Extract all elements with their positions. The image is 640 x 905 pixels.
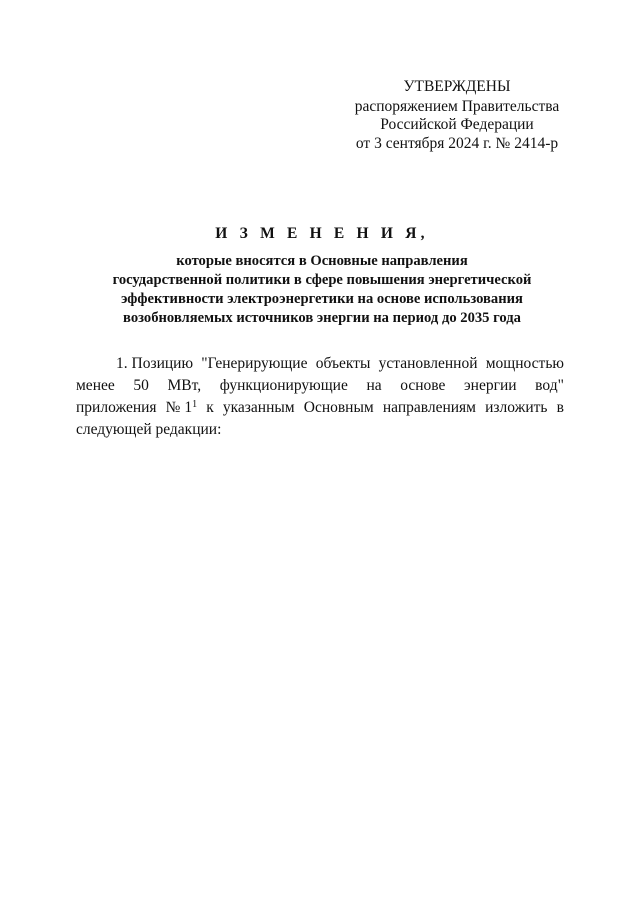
word: изложить [485,399,548,416]
footnote-mark: 1 [192,399,198,410]
word: объекты [315,355,371,372]
approval-stamp [330,78,584,153]
subtitle-line-4: возобновляемых источников энергии на период до 2035 года [123,310,521,326]
appendix-number-text: № 1 [165,399,193,416]
approval-heading: УТВЕРЖДЕНЫ [403,78,511,95]
word: приложения [76,399,157,416]
word: 50 [133,377,149,394]
word: мощностью [485,355,564,372]
word: МВт, [167,377,202,394]
approval-line-3: от 3 сентября 2024 г. № 2414-р [355,134,559,152]
word: энергии [464,377,517,394]
word: функционирующие [219,377,348,394]
subtitle-line-1: которые вносятся в Основные направления [176,253,468,269]
word: установленной [378,355,478,372]
word: вод" [535,377,564,394]
word: "Генерирующие [201,355,308,372]
approval-line-2: Российской Федерации [380,116,534,133]
subtitle-line-3: эффективности электроэнергетики на основе использования [121,291,523,307]
paragraph-1 [76,353,564,441]
paragraph-line-3 [76,397,564,419]
paragraph-line-2 [76,375,564,397]
word: направлениям [382,399,476,416]
word: 1. Позицию [116,355,194,372]
subtitle-line-2: государственной политики в сфере повышения энергетической [112,272,532,288]
word: указанным [222,399,295,416]
word: Основным [303,399,374,416]
word: на [366,377,382,394]
word: менее [76,377,115,394]
document-title [60,225,584,328]
word: основе [400,377,446,394]
appendix-number [166,397,197,419]
paragraph-line-1 [76,353,564,375]
approval-line-1: распоряжением Правительства [354,97,560,115]
word: в [556,399,564,416]
title-heading: И З М Е Н Е Н И Я, [215,225,429,242]
paragraph-line-4: следующей редакции: [76,421,222,438]
word: к [206,399,214,416]
